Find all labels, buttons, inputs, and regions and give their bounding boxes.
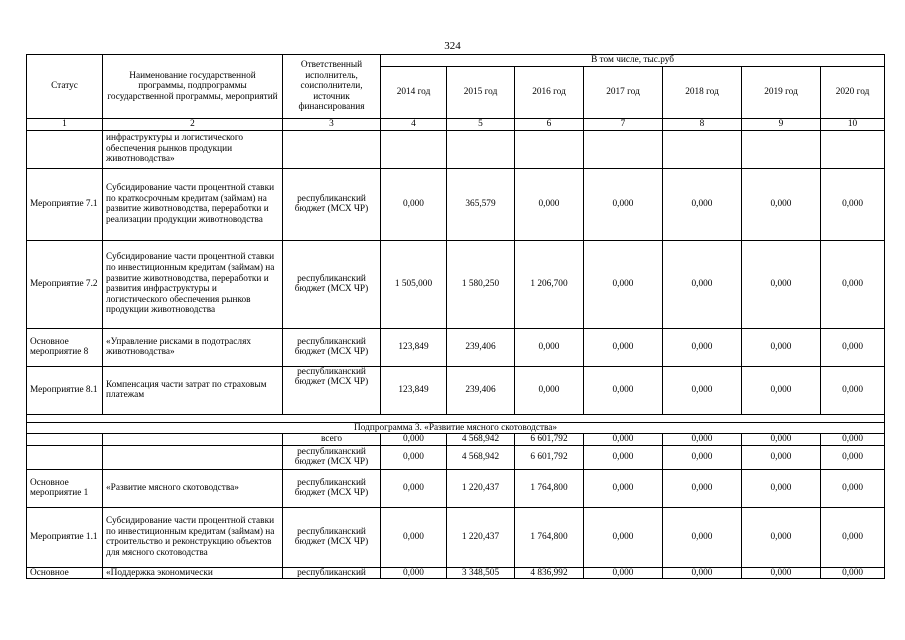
row-value: 0,000 — [584, 366, 663, 414]
subprogram-title: Подпрограмма 3. «Развитие мясного скотоводства» — [27, 422, 885, 434]
row-value: 0,000 — [663, 445, 742, 469]
table-row — [27, 469, 885, 507]
page-number: 324 — [444, 40, 461, 52]
row-value: 0,000 — [663, 469, 742, 507]
row-value: 1 505,000 — [381, 240, 447, 328]
header-year: 2020 год — [821, 67, 885, 119]
row-name: Компенсация части затрат по страховым платежам — [103, 366, 283, 414]
row-name: инфраструктуры и логистического обеспечения рынков продукции животноводства» — [103, 130, 283, 168]
header-year: 2015 год — [447, 67, 515, 119]
column-number: 2 — [103, 119, 283, 131]
row-name: «Управление рисками в подотраслях животноводства» — [103, 328, 283, 366]
row-value: 0,000 — [584, 507, 663, 567]
row-value: 0,000 — [663, 434, 742, 446]
row-status: Мероприятие 8.1 — [27, 366, 103, 414]
row-value: 0,000 — [821, 434, 885, 446]
row-value: 239,406 — [447, 366, 515, 414]
row-value: 0,000 — [742, 567, 821, 579]
table-row — [27, 434, 885, 446]
row-source: республиканский бюджет (МСХ ЧР) — [283, 507, 381, 567]
row-value: 0,000 — [663, 366, 742, 414]
row-value: 365,579 — [447, 168, 515, 240]
row-value: 0,000 — [515, 366, 584, 414]
row-status — [27, 445, 103, 469]
row-value: 3 348,505 — [447, 567, 515, 579]
row-value — [584, 130, 663, 168]
row-value: 0,000 — [584, 469, 663, 507]
row-value: 0,000 — [381, 445, 447, 469]
row-name: Субсидирование части процентной ставки по инвестиционным кредитам (займам) на строительство и реконструкцию объектов для мясного скотоводства — [103, 507, 283, 567]
row-status: Основное мероприятие 1 — [27, 469, 103, 507]
row-value: 0,000 — [381, 567, 447, 579]
row-value: 0,000 — [742, 507, 821, 567]
table-row — [27, 366, 885, 414]
row-value: 4 568,942 — [447, 445, 515, 469]
row-source: всего — [283, 434, 381, 446]
row-name — [103, 445, 283, 469]
row-value: 0,000 — [663, 567, 742, 579]
row-value: 0,000 — [663, 507, 742, 567]
row-value — [381, 130, 447, 168]
row-status: Мероприятие 7.1 — [27, 168, 103, 240]
spacer-cell — [27, 414, 885, 422]
row-value: 1 764,800 — [515, 507, 584, 567]
table-row — [27, 240, 885, 328]
subprogram-row — [27, 422, 885, 434]
header-status: Статус — [27, 55, 103, 119]
row-value: 0,000 — [821, 168, 885, 240]
row-status: Мероприятие 7.2 — [27, 240, 103, 328]
row-value: 1 580,250 — [447, 240, 515, 328]
row-value: 0,000 — [381, 434, 447, 446]
row-source — [283, 130, 381, 168]
header-group: В том числе, тыс.руб — [381, 55, 885, 67]
table-row — [27, 328, 885, 366]
column-number: 3 — [283, 119, 381, 131]
row-value: 1 206,700 — [515, 240, 584, 328]
row-value: 239,406 — [447, 328, 515, 366]
row-value: 1 220,437 — [447, 469, 515, 507]
row-source: республиканский — [283, 567, 381, 579]
table-row — [27, 130, 885, 168]
row-value: 0,000 — [584, 168, 663, 240]
row-status — [27, 130, 103, 168]
row-name — [103, 434, 283, 446]
row-value: 0,000 — [584, 328, 663, 366]
spacer-row — [27, 414, 885, 422]
header-year: 2018 год — [663, 67, 742, 119]
header-year: 2019 год — [742, 67, 821, 119]
row-value: 1 220,437 — [447, 507, 515, 567]
row-name: Субсидирование части процентной ставки по инвестиционным кредитам (займам) на развитие животноводства, переработки и развития инфраструктуры и логистического обеспечения рынков продукции животноводства — [103, 240, 283, 328]
header-year: 2014 год — [381, 67, 447, 119]
row-value: 0,000 — [742, 240, 821, 328]
column-number: 9 — [742, 119, 821, 131]
header-year: 2017 год — [584, 67, 663, 119]
row-value: 0,000 — [515, 168, 584, 240]
row-source: республиканский бюджет (МСХ ЧР) — [283, 328, 381, 366]
column-number: 8 — [663, 119, 742, 131]
row-value — [447, 130, 515, 168]
financing-table — [26, 54, 885, 579]
row-source: республиканский бюджет (МСХ ЧР) — [283, 366, 381, 414]
header-responsible: Ответственный исполнитель, соисполнители, источник финансирования — [283, 55, 381, 119]
row-value: 0,000 — [584, 445, 663, 469]
row-value: 0,000 — [821, 445, 885, 469]
row-value: 0,000 — [584, 567, 663, 579]
row-value: 0,000 — [742, 445, 821, 469]
row-source: республиканский бюджет (МСХ ЧР) — [283, 445, 381, 469]
row-name: «Поддержка экономически — [103, 567, 283, 579]
row-value: 1 764,800 — [515, 469, 584, 507]
header-row-1 — [27, 55, 885, 67]
column-number: 5 — [447, 119, 515, 131]
row-value: 0,000 — [663, 240, 742, 328]
row-value: 0,000 — [821, 366, 885, 414]
table-row — [27, 567, 885, 579]
row-value — [663, 130, 742, 168]
row-value — [515, 130, 584, 168]
row-value — [821, 130, 885, 168]
row-value: 0,000 — [821, 240, 885, 328]
row-value: 123,849 — [381, 328, 447, 366]
row-value: 6 601,792 — [515, 434, 584, 446]
row-value: 4 836,992 — [515, 567, 584, 579]
row-status — [27, 434, 103, 446]
row-source: республиканский бюджет (МСХ ЧР) — [283, 168, 381, 240]
row-status: Основное мероприятие 8 — [27, 328, 103, 366]
row-value: 0,000 — [381, 469, 447, 507]
column-number: 4 — [381, 119, 447, 131]
row-value: 0,000 — [742, 469, 821, 507]
row-value: 0,000 — [821, 328, 885, 366]
column-number: 6 — [515, 119, 584, 131]
row-source: республиканский бюджет (МСХ ЧР) — [283, 240, 381, 328]
row-value: 0,000 — [821, 469, 885, 507]
table-row — [27, 445, 885, 469]
row-value — [742, 130, 821, 168]
column-number: 7 — [584, 119, 663, 131]
row-value: 4 568,942 — [447, 434, 515, 446]
row-value: 0,000 — [584, 434, 663, 446]
table-row — [27, 168, 885, 240]
row-name: Субсидирование части процентной ставки по краткосрочным кредитам (займам) на развитие животноводства, переработки и реализации продукции животноводства — [103, 168, 283, 240]
row-name: «Развитие мясного скотоводства» — [103, 469, 283, 507]
table-row — [27, 507, 885, 567]
row-value: 0,000 — [742, 434, 821, 446]
row-value: 0,000 — [742, 168, 821, 240]
row-source: республиканский бюджет (МСХ ЧР) — [283, 469, 381, 507]
row-status: Основное — [27, 567, 103, 579]
column-number: 10 — [821, 119, 885, 131]
row-value: 0,000 — [663, 168, 742, 240]
row-value: 0,000 — [663, 328, 742, 366]
header-name: Наименование государственной программы, подпрограммы государственной программы, мероприятий — [103, 55, 283, 119]
row-value: 0,000 — [584, 240, 663, 328]
row-value: 0,000 — [515, 328, 584, 366]
row-value: 0,000 — [821, 567, 885, 579]
column-number: 1 — [27, 119, 103, 131]
header-year: 2016 год — [515, 67, 584, 119]
row-status: Мероприятие 1.1 — [27, 507, 103, 567]
row-value: 0,000 — [742, 366, 821, 414]
row-value: 6 601,792 — [515, 445, 584, 469]
row-value: 123,849 — [381, 366, 447, 414]
row-value: 0,000 — [742, 328, 821, 366]
column-number-row — [27, 119, 885, 131]
row-value: 0,000 — [381, 507, 447, 567]
row-value: 0,000 — [381, 168, 447, 240]
row-value: 0,000 — [821, 507, 885, 567]
